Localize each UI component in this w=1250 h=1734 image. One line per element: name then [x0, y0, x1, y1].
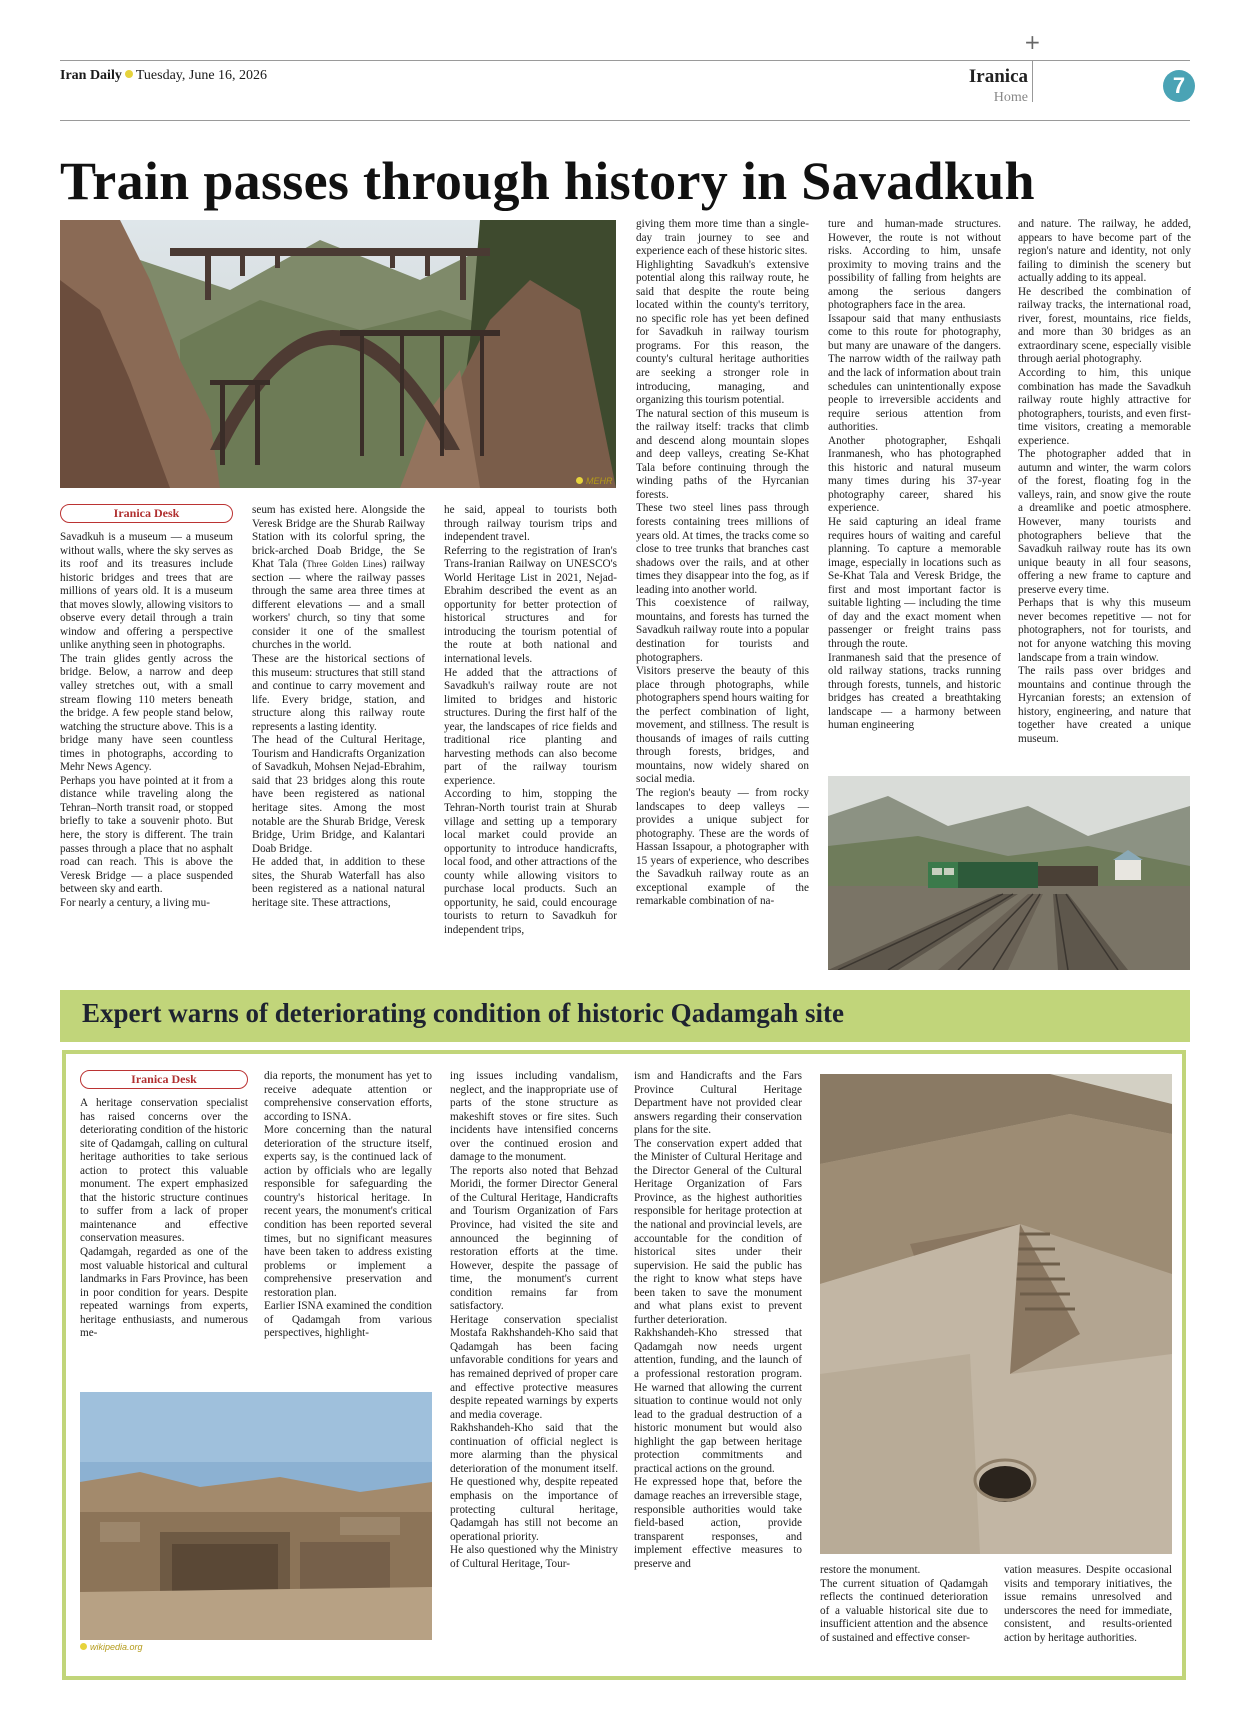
story1-col2-p1 — [252, 504, 425, 653]
story1-headline: Train passes through history in Savadkuh — [60, 151, 1035, 211]
story1-col4-p5: This coexistence of railway, mountains, and forests has turned the Savadkuh railway route into a popular destination for tourists and photographers. — [636, 597, 809, 664]
story1-col3-p3: He added that the attractions of Savadkuh's railway route are not limited to bridges and historic structures. During the first half of the year, the landscapes of rice fields and traditional rice planting and harvesting methods can also become part of the railway tourism experience. — [444, 666, 617, 787]
story2-col3-p4: Rakhshandeh-Kho said that the continuation of official neglect is more alarming than the physical deterioration of the monument itself. He questioned why, despite repeated emphasis on the importance of protecting cultural heritage, Qadamgah has still not become an operational priority. — [450, 1422, 618, 1543]
story2-col2-p2: More concerning than the natural deterioration of the structure itself, experts say, is the continued lack of action by officials who are legally responsible for safeguarding the country's historical heritage. In recent years, the monument's critical condition has been reported several times, but no significant measures have been taken to address existing problems or implement a comprehensive preservation and restoration plan. — [264, 1124, 432, 1299]
issue-date: Tuesday, June 16, 2026 — [135, 68, 268, 83]
story2-col4-p2: The conservation expert added that the Minister of Cultural Heritage and the Director General of the Cultural Heritage Organization of Fars Province, as the highest authorities responsible for heritage protection at the national and provincial levels, are accountable for the condition of historical sites under their supervision. He said the public has the right to know what steps have been taken to save the monument and what plans exist to prevent further deterioration. — [634, 1137, 802, 1326]
story1-col1-p4: For nearly a century, a living mu- — [60, 896, 210, 909]
credit-dot-icon — [80, 1643, 87, 1650]
story2-col5-p1: restore the monument. — [820, 1564, 921, 1576]
story1-col1-p1: Savadkuh is a museum — a museum without walls, where the sky serves as its roof and its treasures include historic bridges and trees that are millions of years old. It is a museum that moves slowly, allowing visitors to observe every detail through a train window and offering a perspective unlike anything seen in photographs. — [60, 531, 233, 652]
story2-col3-p5: He also questioned why the Ministry of Cultural Heritage, Tour- — [450, 1544, 618, 1570]
story1-col6-p1: and nature. The railway, he added, appears to have become part of the region's nature and identity, not only failing to diminish the scenery but actually adding to its appeal. — [1018, 218, 1191, 285]
story1-col4-p4: These two steel lines pass through forests containing trees millions of years old. At times, the tracks come so close to tree trunks that branches cast shadows over the rails, and at other times they disappear into the fog, as if leading into another world. — [636, 502, 809, 596]
story1-col6-p6: The rails pass over bridges and mountains and continue through the Hyrcanian forests; an extension of history, engineering, and nature that together have created a unique museum. — [1018, 665, 1191, 745]
story1-col6-p3: According to him, this unique combination has made the Savadkuh railway route highly attractive for photographers, tourists, and even first-time visitors, creating a memorable experience. — [1018, 367, 1191, 447]
story1-col5-p2: Issapour said that many enthusiasts come to this route for photography, but many are unaware of the dangers. The narrow width of the railway path and the lack of information about train schedules can unintentionally expose people to irreversible accidents and require serious attention from authorities. — [828, 312, 1001, 434]
story1-col3-p4: According to him, stopping the Tehran-North tourist train at Shurab village and setting up a temporary local market could provide an opportunity to introduce handicrafts, local food, and other attractions of the county while allowing visitors to purchase local products. Such an opportunity, he said, could encourage tourists to return to Savadkuh for independent trips, — [444, 788, 617, 936]
story2-col1-p2: Qadamgah, regarded as one of the most valuable historical and cultural landmarks in Fars Province, has been in poor condition for years. Despite repeated warnings from experts, heritage enthusiasts, and numerous me- — [80, 1246, 248, 1340]
story1-col5-p5: Iranmanesh said that the presence of old railway stations, tracks running through forests, tunnels, and historic bridges has created a breathtaking landscape — a harmony between human engineering — [828, 651, 1001, 732]
story2-column-2 — [264, 1070, 432, 1341]
story1-col1-p3: Perhaps you have pointed at it from a distance while traveling along the Tehran–North transit road, or stopped briefly to take a souvenir photo. But here, the story is different. The train passes through a place that no asphalt road can reach. This is above the Veresk Bridge — a place suspended between sky and earth. — [60, 774, 233, 896]
story2-byline: Iranica Desk — [80, 1070, 248, 1089]
story1-col6-p4: The photographer added that in autumn and winter, the warm colors of the forest, floating fog in the valleys, rain, and snow give the route a dreamlike and poetic atmosphere. However, many tourists and photographers believe that the Savadkuh railway route has its own unique beauty in all four seasons, offering a new frame to capture and preserve every time. — [1018, 448, 1191, 596]
story2-credit-text: wikipedia.org — [90, 1642, 143, 1652]
story1-col4-p1: giving them more time than a single-day train journey to see and experience each of these historic sites. — [636, 218, 809, 258]
story1-col3-p1: he said, appeal to tourists both through railway tourism trips and independent travel. — [444, 504, 617, 544]
yellow-dot-icon — [125, 70, 133, 78]
story2-col4-p4: He expressed hope that, before the damage reaches an irreversible stage, responsible authorities would take field-based action, provide transparent responses, and implement effective measures to preserve and — [634, 1476, 802, 1570]
story1-credit-text: MEHR — [586, 476, 613, 486]
header-divider — [1032, 60, 1033, 102]
story2-column-4 — [634, 1070, 802, 1571]
story1-col6-p5: Perhaps that is why this museum never becomes repetitive — not for photographers, not for tourists, and not for anyone watching this moving landscape from a train window. — [1018, 597, 1191, 664]
story2-col2-p3: Earlier ISNA examined the condition of Qadamgah from various perspectives, highlight- — [264, 1300, 432, 1340]
credit-dot-icon — [576, 477, 583, 484]
paper-name: Iran Daily — [60, 68, 122, 83]
story1-col2-p4: He added that, in addition to these sites, the Shurab Waterfall has also been registered as a national natural heritage site. These attractions, — [252, 856, 425, 909]
story2-col5-p2: The current situation of Qadamgah reflects the continued deterioration of a valuable historical site due to insufficient attention and the absence of sustained and effective conser- — [820, 1577, 988, 1644]
story1-col2-p2: These are the historical sections of this museum: structures that still stand and continue to carry movement and life. Every bridge, station, and structure along this railway route represents a lasting identity. — [252, 653, 425, 733]
section-label — [969, 66, 1028, 106]
story1-col1-p2: The train glides gently across the bridge. Below, a narrow and deep valley stretches out, with a small stream flowing 110 meters beneath the bridge. A few people stand below, watching the structure above. This is a bridge many have seen countless times in photographs, according to Mehr News Agency. — [60, 652, 233, 774]
story1-byline: Iranica Desk — [60, 504, 233, 523]
story1-column-1 — [60, 504, 233, 910]
story1-col5-p3: Another photographer, Eshqali Iranmanesh, who has photographed this historic and natural museum many times during his 37-year photography career, shared his experience. — [828, 434, 1001, 515]
story1-col4-p7: The region's beauty — from rocky landscapes to deep valleys — provides a unique subject for photography. These are the words of Hassan Issapour, a photographer with 15 years of experience, who describes the Savadkuh railway route as an exceptional example of the remarkable combination of na- — [636, 786, 809, 908]
story2-column-1 — [80, 1070, 248, 1341]
story2-col6-p1: vation measures. Despite occasional visits and temporary initiatives, the issue remains unresolved and underscores the need for immediate, consistent, and results-oriented action by heritage authorities. — [1004, 1564, 1172, 1644]
bridge-photo — [60, 220, 616, 488]
qadamgah-rock-photo — [80, 1392, 432, 1640]
story1-col2-p1-b: ) railway section — where the railway passes through the same area three times at different elevations — and a small workers' church, so tiny that some consider it one of the smallest churches in the world. — [252, 558, 425, 652]
story2-photo-credit — [80, 1642, 143, 1652]
story2-col2-p1: dia reports, the monument has yet to receive adequate attention or comprehensive conservation efforts, according to ISNA. — [264, 1070, 432, 1123]
top-rule — [60, 60, 1190, 61]
story2-col4-p3: Rakhshandeh-Kho stressed that Qadamgah now needs urgent attention, funding, and the launch of a professional restoration program. He warned that allowing the current situation to continue would not only lead to the gradual destruction of a historic monument but would also highlight the gap between heritage protection commitments and practical actions on the ground. — [634, 1327, 802, 1475]
story1-col2-p1-a: seum has existed here. Alongside the Veresk Bridge are the Shurab Railway Station with its colorful spring, the brick-arched Doab Bridge, the Se Khat Tala ( — [252, 504, 425, 571]
story1-col4-p3: The natural section of this museum is the railway itself: tracks that climb and descend along mountain slopes and deep valleys, creating Se-Khat Tala before continuing through the winding paths of the Hyrcanian forests. — [636, 407, 809, 501]
story1-col2-p3: The head of the Cultural Heritage, Tourism and Handicrafts Organization of Savadkuh, Mohsen Nejad-Ebrahim, said that 23 bridges along this route have been registered as national heritage sites. Among the most notable are the Shurab Bridge, Veresk Bridge, Urim Bridge, and Kalantari Doab Bridge. — [252, 734, 425, 855]
story2-col3-p2: The reports also noted that Behzad Moridi, the former Director General of the Cultural Heritage, Handicrafts and Tourism Organization of Fars Province, had visited the site and announced the beginning of restoration efforts at the time. However, despite the passage of time, the monument's current condition remains far from satisfactory. — [450, 1164, 618, 1313]
story2-col4-p1: ism and Handicrafts and the Fars Province Cultural Heritage Department have not provided clear answers regarding their conservation plans for the site. — [634, 1070, 802, 1137]
story2-column-5 — [820, 1564, 988, 1645]
header-rule — [60, 120, 1190, 121]
story1-photo-credit — [576, 476, 613, 486]
story2-column-3 — [450, 1070, 618, 1571]
story2-col3-p1: ing issues including vandalism, neglect, and the inappropriate use of parts of the stone structure as makeshift stoves or fire sites. Such incidents have intensified concerns over the continued erosion and damage to the monument. — [450, 1070, 618, 1164]
section-title: Iranica — [968, 66, 1028, 87]
story2-headline: Expert warns of deteriorating condition of historic Qadamgah site — [82, 998, 844, 1028]
story1-column-2 — [252, 504, 425, 910]
page-number-badge: 7 — [1163, 70, 1195, 102]
story1-col5-p4: He said capturing an ideal frame requires hours of waiting and careful planning. To capture a memorable image, especially in locations such as Se-Khat Tala and Veresk Bridge, the first and most important factor is suitable lighting — including the time of day and the exact moment when passenger or freight trains pass through the route. — [828, 516, 1001, 650]
story1-col2-p1-sc: Three Golden Lines — [306, 559, 383, 570]
train-photo — [828, 776, 1190, 970]
story1-col3-p2: Referring to the registration of Iran's Trans-Iranian Railway on UNESCO's World Heritage List in 2021, Nejad-Ebrahim described the event as an opportunity for better protection of historical structures and for introducing the tourism potential of the route at both national and international levels. — [444, 544, 617, 666]
crosshair-mark: + — [1024, 30, 1041, 54]
story1-column-5 — [828, 218, 1001, 733]
section-subtitle: Home — [993, 90, 1028, 105]
qadamgah-steps-photo — [820, 1074, 1172, 1554]
story1-col6-p2: He described the combination of railway tracks, the international road, river, forest, mountains, rice fields, and more than 30 bridges as an extraordinary scene, especially visible through aerial photography. — [1018, 285, 1191, 366]
story1-col4-p2: Highlighting Savadkuh's extensive potential along this railway route, he said that despite the route being located within the county's territory, no specific role has yet been defined for Savadkuh in railway tourism programs. For this reason, the county's cultural heritage authorities are seeking a stronger role in introducing, managing, and organizing this tourism potential. — [636, 258, 809, 407]
story2-column-6 — [1004, 1564, 1172, 1645]
story1-column-4 — [636, 218, 809, 909]
story1-col4-p6: Visitors preserve the beauty of this place through photographs, while photographers spend hours waiting for the perfect combination of light, movement, and stillness. The result is thousands of images of rails cutting through forests, bridges, and mountains, now widely shared on social media. — [636, 665, 809, 786]
story1-column-6 — [1018, 218, 1191, 746]
story2-col3-p3: Heritage conservation specialist Mostafa Rakhshandeh-Kho said that Qadamgah has been facing unfavorable conditions for years and has remained deprived of proper care and effective protective measures despite repeated warnings by experts and media coverage. — [450, 1313, 618, 1421]
masthead — [60, 68, 267, 84]
story2-col1-p1: A heritage conservation specialist has raised concerns over the deteriorating condition of the historic site of Qadamgah, calling on cultural heritage authorities to take serious action to protect this valuable monument. The expert emphasized that the historic structure continues to suffer from a lack of proper maintenance and effective conservation measures. — [80, 1097, 248, 1245]
story1-column-3 — [444, 504, 617, 938]
story1-col5-p1: ture and human-made structures. However, the route is not without risks. According to him, unsafe proximity to moving trains and the possibility of falling from heights are among the serious dangers photographers face in the area. — [828, 218, 1001, 312]
